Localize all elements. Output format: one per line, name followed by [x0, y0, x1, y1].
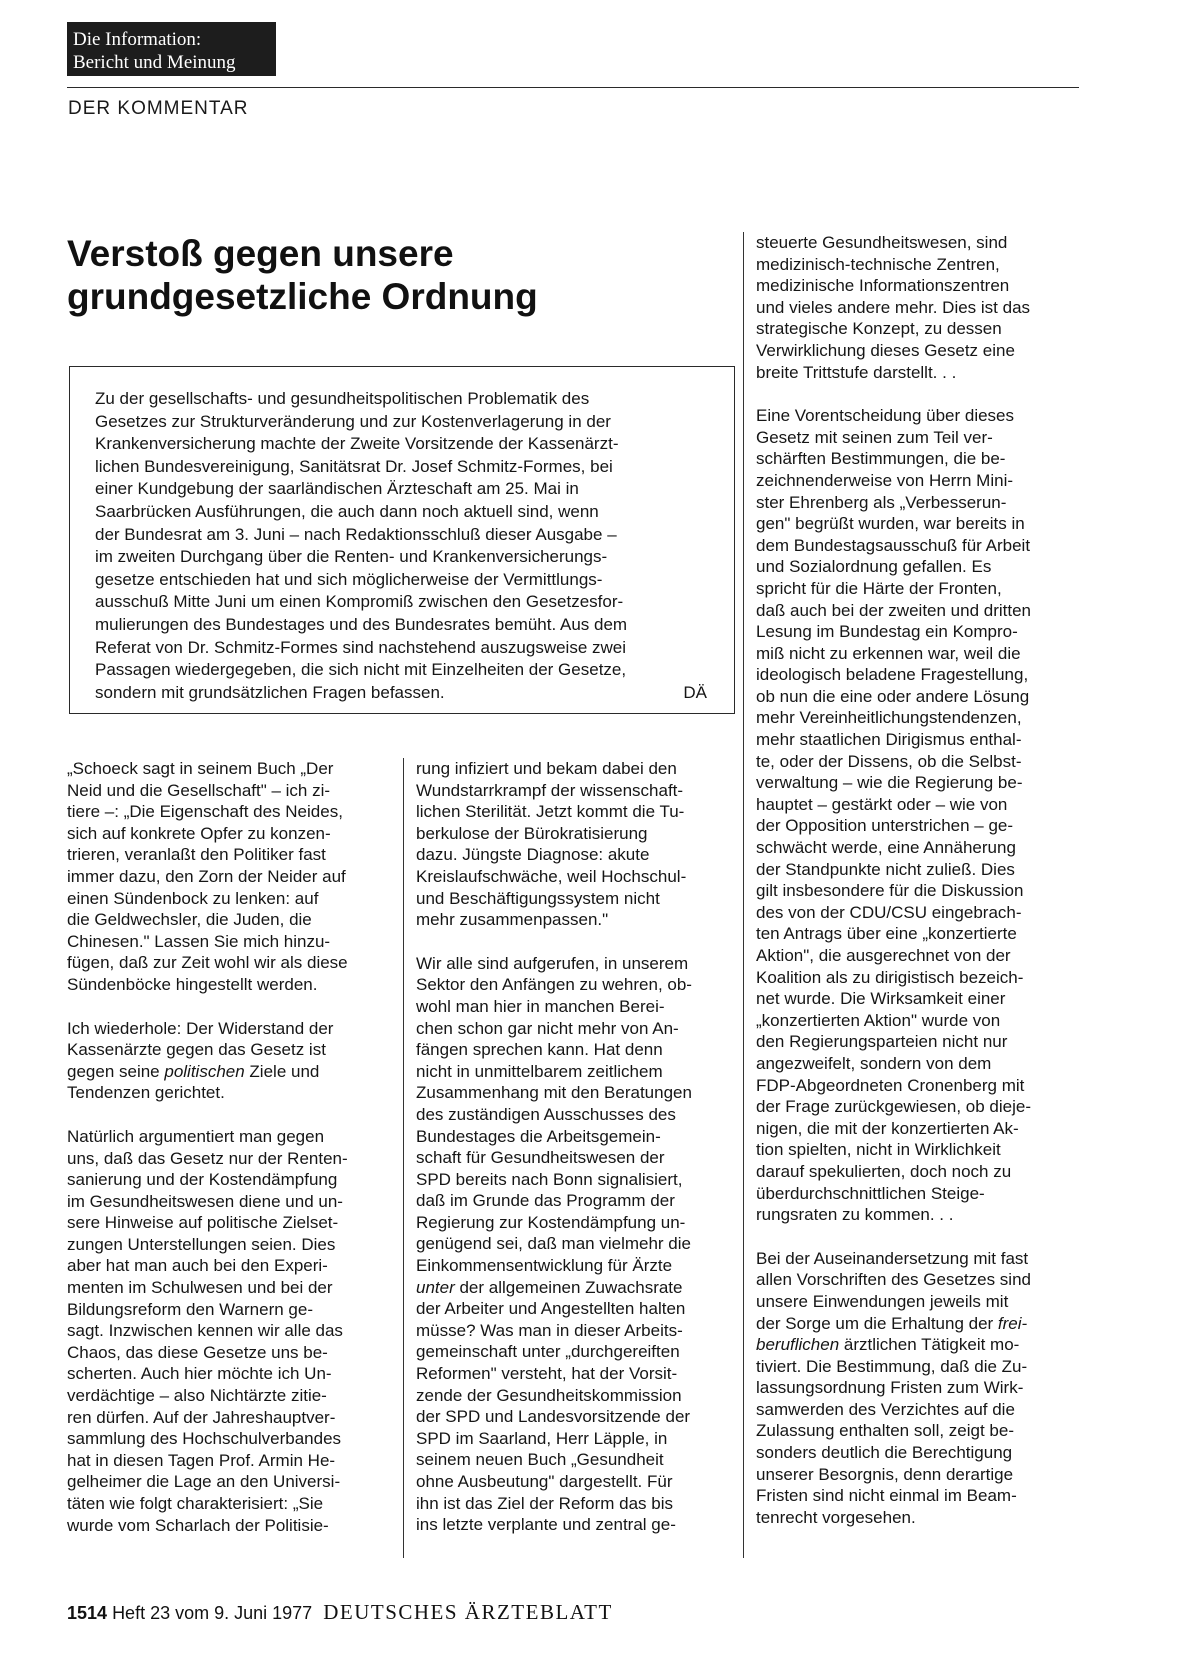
col1-p2-line-3-pre: gegen seine — [67, 1061, 165, 1081]
masthead-line-2: Bericht und Meinung — [73, 52, 236, 73]
text-line: steuerte Gesundheitswesen, sind — [756, 233, 1008, 252]
text-line: spricht für die Härte der Fronten, — [756, 578, 1002, 598]
text-line: der SPD und Landesvorsitzende der — [416, 1407, 691, 1427]
text-line: uns, daß das Gesetz nur der Renten- — [67, 1148, 348, 1168]
text-line: nigen, die mit der konzertierten Ak- — [756, 1118, 1019, 1138]
text-line: Lesung im Bundestag ein Kompro- — [756, 622, 1018, 642]
column-rule-2 — [743, 232, 744, 1558]
text-line: allen Vorschriften des Gesetzes sind — [756, 1270, 1031, 1290]
text-line: Zusammenhang mit den Beratungen — [416, 1083, 692, 1103]
text-line: lichen Sterilität. Jetzt kommt die Tu- — [416, 802, 685, 822]
text-line: dazu. Jüngste Diagnose: akute — [416, 845, 650, 865]
text-line: unsere Einwendungen jeweils mit — [756, 1291, 1009, 1311]
text-line: der Arbeiter und Angestellten halten — [416, 1299, 686, 1319]
text-line: medizinisch-technische Zentren, — [756, 254, 1000, 274]
text-line: berkulose der Bürokratisierung — [416, 823, 648, 843]
intro-line: mulierungen des Bundestages und des Bundesrates bemüht. Aus dem — [95, 614, 628, 634]
text-line: verdächtige – also Nichtärzte zitie- — [67, 1386, 327, 1406]
text-line: sonders deutlich die Berechtigung — [756, 1443, 1013, 1463]
text-line: wohl man hier in manchen Berei- — [416, 996, 665, 1016]
intro-line: Referat von Dr. Schmitz-Formes sind nachstehend auszugsweise zwei — [95, 637, 627, 657]
text-line: „Schoeck sagt in seinem Buch „Der — [67, 759, 334, 778]
text-line: gelheimer die Lage an den Universi- — [67, 1472, 341, 1492]
text-line: im Gesundheitswesen diene und un- — [67, 1191, 343, 1211]
column-1 — [67, 758, 392, 1558]
text-line: lassungsordnung Fristen zum Wirk- — [756, 1378, 1024, 1398]
page-footer — [67, 1600, 613, 1625]
text-line: ster Ehrenberg als „Verbesserun- — [756, 492, 1007, 512]
text-line: überdurchschnittlichen Steige- — [756, 1183, 985, 1203]
text-line: schwächt werde, eine Annäherung — [756, 838, 1016, 858]
col1-paragraph-1 — [67, 758, 392, 996]
text-line: daß im Grunde das Programm der — [416, 1191, 675, 1211]
col3-p3-emphasis-2: beruflichen — [756, 1335, 840, 1355]
text-line: fügen, daß zur Zeit wohl wir als diese — [67, 953, 348, 973]
text-line: schaft für Gesundheitswesen der — [416, 1148, 665, 1168]
text-line: miß nicht zu erkennen war, weil die — [756, 643, 1021, 663]
text-line: trieren, veranlaßt den Politiker fast — [67, 845, 326, 865]
text-line: des von der CDU/CSU eingebrach- — [756, 902, 1022, 922]
text-line: Chaos, das diese Gesetze uns be- — [67, 1342, 328, 1362]
text-line: der Opposition unterstrichen – ge- — [756, 816, 1014, 836]
intro-line: im zweiten Durchgang über die Renten- und Krankenversicherungs- — [95, 547, 608, 567]
text-line: und vieles andere mehr. Dies ist das — [756, 297, 1031, 317]
text-line: aber hat man auch bei den Experi- — [67, 1256, 328, 1276]
text-line: Regierung zur Kostendämpfung un- — [416, 1212, 686, 1232]
intro-line: Passagen wiedergegeben, die sich nicht mit Einzelheiten der Gesetze, — [95, 660, 627, 680]
text-line: Chinesen." Lassen Sie mich hinzu- — [67, 931, 331, 951]
col2-paragraph-2 — [416, 953, 734, 1536]
text-line: wurde vom Scharlach der Politisie- — [67, 1515, 329, 1535]
text-line: und Beschäftigungssystem nicht — [416, 888, 660, 908]
text-line: sanierung und der Kostendämpfung — [67, 1170, 338, 1190]
text-line: mehr zusammenpassen." — [416, 910, 609, 930]
intro-signature: DÄ — [683, 682, 707, 702]
text-line: und Sozialordnung gefallen. Es — [756, 557, 992, 577]
col1-p2-line-3 — [67, 1061, 392, 1083]
text-line: Zulassung enthalten soll, zeigt be- — [756, 1421, 1014, 1441]
text-line: FDP-Abgeordneten Cronenberg mit — [756, 1075, 1025, 1095]
page-number: 1514 — [67, 1603, 108, 1623]
text-line: schärften Bestimmungen, die be- — [756, 449, 1006, 469]
column-3 — [756, 232, 1078, 1550]
text-line: scherten. Auch hier möchte ich Un- — [67, 1364, 332, 1384]
col1-p2-line-3-post: Ziele und — [244, 1061, 320, 1081]
col1-paragraph-2 — [67, 1018, 392, 1104]
text-line: den Regierungsparteien nicht nur — [756, 1032, 1008, 1052]
col2-p2-emphasis: unter — [416, 1277, 455, 1297]
text-line: ins letzte verplante und zentral ge- — [416, 1515, 676, 1535]
text-line: nicht in unmittelbarem zeitlichem — [416, 1061, 663, 1081]
text-line: tiviert. Die Bestimmung, daß die Zu- — [756, 1356, 1028, 1376]
intro-line: Zu der gesellschafts- und gesundheitspolitischen Problematik des — [95, 389, 590, 408]
text-line: Fristen sind nicht einmal im Beam- — [756, 1486, 1017, 1506]
text-line: einen Sündenbock zu lenken: auf — [67, 888, 319, 908]
text-line: des zuständigen Ausschusses des — [416, 1104, 676, 1124]
text-line: Natürlich argumentiert man gegen — [67, 1126, 325, 1146]
text-line: SPD bereits nach Bonn signalisiert, — [416, 1169, 683, 1189]
col3-paragraph-1 — [756, 232, 1078, 383]
text-line: tenrecht vorgesehen. — [756, 1507, 916, 1527]
text-line: Eine Vorentscheidung über dieses — [756, 406, 1015, 426]
text-line: gemeinschaft unter „durchgereiften — [416, 1342, 680, 1362]
intro-line: der Bundesrat am 3. Juni – nach Redaktionsschluß dieser Ausgabe – — [95, 524, 617, 544]
text-line: Bildungsreform den Warnern ge- — [67, 1299, 313, 1319]
intro-line: einer Kundgebung der saarländischen Ärzteschaft am 25. Mai in — [95, 479, 579, 499]
col3-p3-line-4-pre: der Sorge um die Erhaltung der — [756, 1313, 998, 1333]
col3-p3-emphasis-1: frei- — [997, 1313, 1028, 1333]
intro-line: sondern mit grundsätzlichen Fragen befassen. — [95, 682, 445, 702]
text-line: genügend sei, daß man vielmehr die — [416, 1234, 691, 1254]
headline-line-1: Verstoß gegen unsere — [67, 233, 454, 274]
text-line: die Geldwechsler, die Juden, die — [67, 910, 312, 930]
text-line: mehr staatlichen Dirigismus enthal- — [756, 730, 1022, 750]
text-line: ohne Ausbeutung" dargestellt. Für — [416, 1472, 673, 1491]
text-line: hauptet – gestärkt oder – wie von — [756, 794, 1008, 814]
text-line: ten Antrags über eine „konzertierte — [756, 924, 1017, 944]
col1-p2-line-2: Kassenärzte gegen das Gesetz ist — [67, 1040, 326, 1060]
text-line: Wundstarrkrampf der wissenschaft- — [416, 780, 684, 800]
text-line: SPD im Saarland, Herr Läpple, in — [416, 1428, 668, 1448]
intro-line: gesetze entschieden hat und sich möglicherweise der Vermittlungs- — [95, 569, 603, 589]
text-line: verwaltung – wie die Regierung be- — [756, 773, 1023, 793]
col3-p3-line-4 — [756, 1313, 1078, 1335]
text-line: zungen Unterstellungen seien. Dies — [67, 1234, 336, 1254]
issue-info: Heft 23 vom 9. Juni 1977 — [112, 1603, 313, 1623]
text-line: te, oder der Dissens, ob die Selbst- — [756, 751, 1022, 771]
text-line: tiere –: „Die Eigenschaft des Neides, — [67, 802, 343, 822]
text-line: Einkommensentwicklung für Ärzte — [416, 1256, 673, 1276]
masthead-box — [67, 22, 276, 76]
text-line: strategische Konzept, zu dessen — [756, 319, 1002, 339]
text-line: der Frage zurückgewiesen, ob dieje- — [756, 1097, 1031, 1117]
col2-paragraph-1 — [416, 758, 734, 931]
text-line: Aktion", die ausgerechnet von der — [756, 946, 1011, 965]
text-line: gilt insbesondere für die Diskussion — [756, 881, 1024, 901]
text-line: sagt. Inzwischen kennen wir alle das — [67, 1321, 343, 1341]
intro-line: Saarbrücken Ausführungen, die auch dann noch aktuell sind, wenn — [95, 501, 599, 521]
col3-p3-line-5 — [756, 1334, 1078, 1356]
masthead-line-1: Die Information: — [73, 29, 202, 50]
col1-p2-line-4: Tendenzen gerichtet. — [67, 1083, 225, 1103]
text-line: Wir alle sind aufgerufen, in unserem — [416, 953, 689, 973]
text-line: ideologisch beladene Fragestellung, — [756, 665, 1029, 685]
text-line: Sündenböcke hingestellt werden. — [67, 974, 318, 994]
col3-p3-line-5-post: ärztlichen Tätigkeit mo- — [839, 1335, 1020, 1355]
text-line: rungsraten zu kommen. . . — [756, 1205, 954, 1225]
text-line: Reformen" versteht, hat der Vorsit- — [416, 1364, 678, 1384]
journal-name: DEUTSCHES ÄRZTEBLATT — [323, 1600, 613, 1624]
intro-text — [95, 388, 715, 704]
text-line: Bei der Auseinandersetzung mit fast — [756, 1248, 1029, 1268]
text-line: ob nun die eine oder andere Lösung — [756, 686, 1030, 706]
intro-line: lichen Bundesvereinigung, Sanitätsrat Dr. Josef Schmitz-Formes, bei — [95, 456, 613, 476]
text-line: ihn ist das Ziel der Reform das bis — [416, 1493, 673, 1513]
text-line: chen schon gar nicht mehr von An- — [416, 1018, 679, 1038]
text-line: sich auf konkrete Opfer zu konzen- — [67, 823, 331, 843]
text-line: hat in diesen Tagen Prof. Armin He- — [67, 1450, 336, 1470]
text-line: darauf spekulierten, doch noch zu — [756, 1161, 1012, 1181]
section-label: DER KOMMENTAR — [68, 98, 249, 119]
text-line: mehr Vereinheitlichungstendenzen, — [756, 708, 1022, 728]
text-line: medizinische Informationszentren — [756, 276, 1010, 296]
text-line: ren dürfen. Auf der Jahreshauptver- — [67, 1407, 336, 1427]
intro-line: ausschuß Mitte Juni um einen Kompromiß zwischen den Gesetzesfor- — [95, 592, 624, 612]
text-line: fängen sprechen kann. Hat denn — [416, 1040, 663, 1060]
text-line: dem Bundestagsausschuß für Arbeit — [756, 535, 1031, 555]
text-line: Koalition als zu dirigistisch bezeich- — [756, 967, 1024, 987]
text-line: gen" begrüßt wurden, war bereits in — [756, 514, 1025, 534]
text-line: daß auch bei der zweiten und dritten — [756, 600, 1032, 620]
top-rule — [67, 87, 1079, 88]
text-line: Bundestages die Arbeitsgemein- — [416, 1126, 661, 1146]
text-line: Gesetz mit seinen zum Teil ver- — [756, 427, 993, 447]
text-line: unserer Besorgnis, denn derartige — [756, 1464, 1014, 1484]
text-line: zende der Gesundheitskommission — [416, 1385, 682, 1405]
text-line: zeichnenderweise von Herrn Mini- — [756, 470, 1014, 490]
text-line: rung infiziert und bekam dabei den — [416, 759, 677, 778]
text-line: sammlung des Hochschulverbandes — [67, 1429, 342, 1449]
intro-line: Gesetzes zur Strukturveränderung und zur Kostenverlagerung in der — [95, 411, 611, 431]
text-line: täten wie folgt charakterisiert: „Sie — [67, 1494, 324, 1513]
column-rule-1 — [403, 758, 404, 1558]
text-line: tion spielten, nicht in Wirklichkeit — [756, 1140, 1001, 1160]
text-line: seinem neuen Buch „Gesundheit — [416, 1450, 664, 1470]
text-line: „konzertierten Aktion" wurde von — [756, 1010, 1001, 1030]
col1-paragraph-3 — [67, 1126, 392, 1536]
text-line: menten im Schulwesen und bei der — [67, 1278, 333, 1298]
col1-p2-emphasis: politischen — [164, 1061, 245, 1081]
text-line: immer dazu, den Zorn der Neider auf — [67, 866, 346, 886]
column-2 — [416, 758, 734, 1558]
headline — [67, 232, 707, 318]
text-line: Kreislaufschwäche, weil Hochschul- — [416, 866, 687, 886]
col2-p2-emphasis-line — [416, 1277, 734, 1299]
col3-paragraph-2 — [756, 405, 1078, 1226]
text-line: angezweifelt, sondern von dem — [756, 1053, 992, 1073]
text-line: Verwirklichung dieses Gesetz eine — [756, 340, 1015, 360]
col2-p2-emphasis-post: der allgemeinen Zuwachsrate — [454, 1277, 683, 1297]
text-line: Neid und die Gesellschaft" – ich zi- — [67, 780, 331, 800]
text-line: der Standpunkte nicht zuließ. Dies — [756, 859, 1015, 879]
text-line: breite Trittstufe darstellt. . . — [756, 362, 957, 382]
text-line: net wurde. Die Wirksamkeit einer — [756, 989, 1006, 1009]
text-line: Sektor den Anfängen zu wehren, ob- — [416, 975, 692, 995]
text-line: müsse? Was man in dieser Arbeits- — [416, 1320, 683, 1340]
col1-p2-line-1: Ich wiederhole: Der Widerstand der — [67, 1018, 334, 1038]
headline-line-2: grundgesetzliche Ordnung — [67, 276, 538, 317]
col3-paragraph-3 — [756, 1248, 1078, 1529]
intro-line: Krankenversicherung machte der Zweite Vorsitzende der Kassenärzt- — [95, 434, 619, 454]
text-line: sere Hinweise auf politische Zielset- — [67, 1213, 339, 1233]
text-line: samwerden des Verzichtes auf die — [756, 1399, 1015, 1419]
